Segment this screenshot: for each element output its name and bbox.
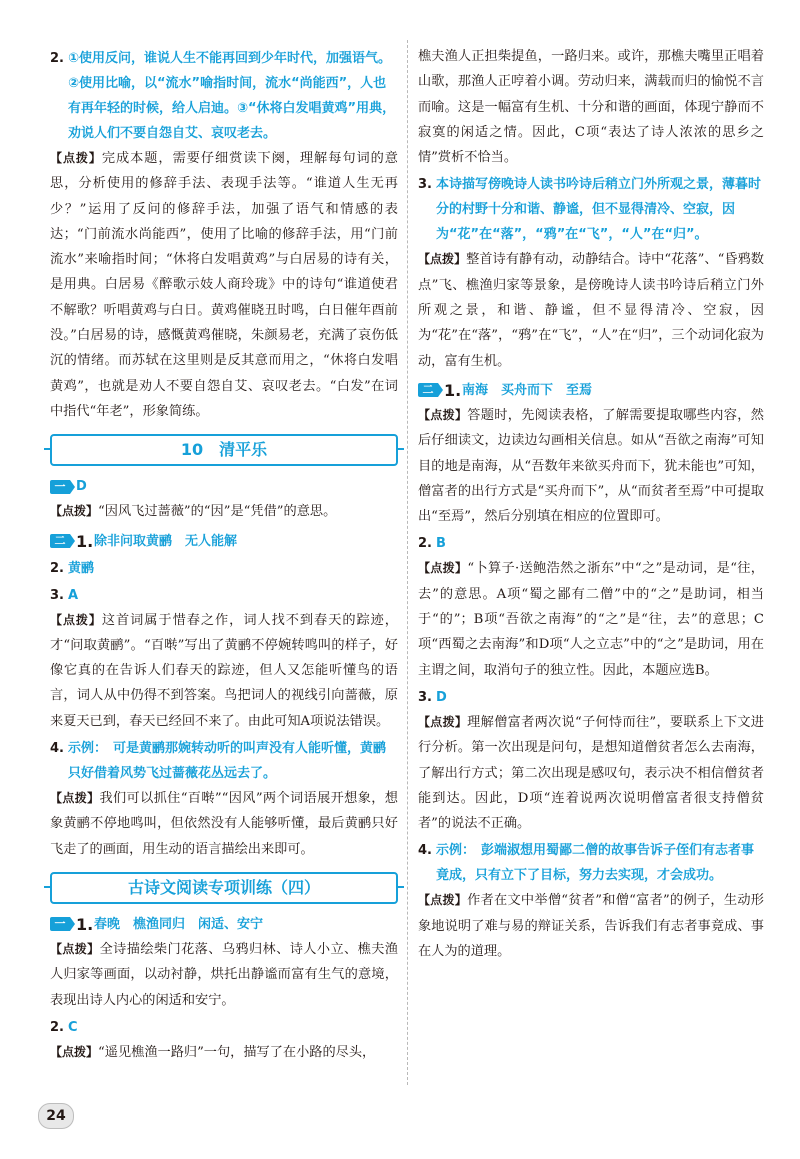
part-badge: 二 <box>418 383 438 397</box>
left-column <box>50 44 398 1065</box>
note-paragraph <box>50 937 398 1013</box>
question-number: 2. <box>50 51 64 66</box>
section-title-10: 10 清平乐 <box>50 434 398 466</box>
page-number: 24 <box>38 1103 74 1129</box>
note-paragraph <box>50 786 398 862</box>
note-tag: 【点拨】 <box>418 561 468 576</box>
note-tag: 【点拨】 <box>418 714 468 729</box>
question-number: 3. <box>50 587 64 603</box>
training-question-2 <box>50 1015 398 1040</box>
question-number: 1. <box>76 531 94 551</box>
part-2 <box>50 529 398 554</box>
answer-text <box>436 838 764 888</box>
question-number: 4. <box>50 741 64 757</box>
section-title-training-4: 古诗文阅读专项训练（四） <box>50 872 398 904</box>
part-badge: 一 <box>50 480 70 494</box>
answer-text: A <box>68 587 79 603</box>
part-1 <box>50 474 398 499</box>
note-tag: 【点拨】 <box>50 504 99 519</box>
question-number: 3. <box>418 177 432 193</box>
note-text: 作者在文中举僧“贫者”和僧“富者”的例子，生动形象地说明了难与易的辩证关系，告诉我们有志者事竟成、事在人为的道理。 <box>418 893 764 960</box>
note-paragraph <box>418 710 764 836</box>
answer-text: C <box>68 1019 78 1035</box>
note-paragraph <box>418 403 764 529</box>
note-text: 答题时，先阅读表格，了解需要提取哪些内容，然后仔细读文，边读边勾画相关信息。如从“吾欲之南海”可知目的地是南海，从“吾数年来欲买舟而下，犹未能也”可知，僧富者的出行方式是“买舟而下”，从“而贫者至焉”中可提取出“至焉”，然后分别填在相应的位置即可。 <box>418 407 764 525</box>
note-tag: 【点拨】 <box>418 407 468 422</box>
note-text: 我们可以抓住“百啭”“因风”两个词语展开想象，想象黄鹂不停地鸣叫，但依然没有人能够听懂，最后黄鹂只好飞走了的画面，用生动的语言描绘出来即可。 <box>50 791 398 857</box>
note-tag: 【点拨】 <box>418 252 467 267</box>
note-tag: 【点拨】 <box>50 941 100 956</box>
note-text: 这首词属于惜春之作，词人找不到春天的踪迹，才“问取黄鹂”。“百啭”写出了黄鹂不停婉转鸣叫的样子，好像它真的在告诉人们春天的踪迹，但人又怎能听懂鸟的语言，词人从中仍得不到答案。鸟把词人的视线引向蔷薇，原来夏天已到，春天已经回不来了。由此可知A项说法错误。 <box>50 612 398 729</box>
question-number: 2. <box>50 560 64 576</box>
question-number: 1. <box>76 914 94 934</box>
question-number: 2. <box>50 1019 64 1035</box>
answer-text: 除非问取黄鹂 无人能解 <box>94 533 238 549</box>
example-label: 示例： <box>68 741 108 757</box>
question-2-4 <box>50 736 398 786</box>
training-question-3 <box>418 172 764 247</box>
note-paragraph <box>50 608 398 734</box>
note-text: “因风飞过蔷薇”的“因”是“凭借”的意思。 <box>98 504 337 520</box>
note-text: “遥见樵渔一路归”一句，描写了在小路的尽头， <box>98 1044 376 1060</box>
right-column <box>418 44 764 964</box>
answer-text: 春晚 樵渔同归 闲适、安宁 <box>94 916 264 932</box>
question-number: 2. <box>418 536 432 552</box>
note-tag: 【点拨】 <box>50 612 102 627</box>
question-number: 3. <box>418 689 432 705</box>
note-text: 整首诗有静有动，动静结合。诗中“花落”、“昏鸦数点”飞、樵渔归家等景象，是傍晚诗人读书吟诗后稍立门外所观之景，和谐、静谧，但不显得清冷、空寂，因为“花”在“落”，“鸦”在“飞”，“人”在“归”，三个动词化寂为动，富有生机。 <box>418 252 764 369</box>
note-tag: 【点拨】 <box>50 791 100 806</box>
question-number: 4. <box>418 843 432 859</box>
column-divider <box>407 40 408 1085</box>
note-tag: 【点拨】 <box>418 893 468 908</box>
note-tag: 【点拨】 <box>50 1044 99 1059</box>
note-text: 全诗描绘柴门花落、乌鸦归林、诗人小立、樵夫渔人归家等画面，以动衬静，烘托出静谧而富有生气的意境，表现出诗人内心的闲适和安宁。 <box>50 941 398 1008</box>
example-text: 可是黄鹂那婉转动听的叫声没有人能听懂，黄鹂只好借着风势飞过蔷薇花丛远去了。 <box>68 741 387 782</box>
answer-text: 本诗描写傍晚诗人读书吟诗后稍立门外所观之景，薄暮时分的村野十分和谐、静谧，但不显得清冷、空寂，因为“花”在“落”，“鸦”在“飞”，“人”在“归”。 <box>436 177 762 243</box>
example-text: 彭端淑想用蜀鄙二僧的故事告诉子侄们有志者事竟成，只有立下了目标，努力去实现，才会成功。 <box>436 843 755 884</box>
example-label: 示例： <box>436 843 476 859</box>
part-badge: 二 <box>50 534 70 548</box>
answer-text <box>68 736 398 786</box>
answer-text: B <box>436 536 446 552</box>
note-paragraph <box>418 888 764 964</box>
question-2 <box>50 46 398 146</box>
note-continued: 樵夫渔人正担柴提鱼，一路归来。或许，那樵夫嘴里正唱着山歌，那渔人正哼着小调。劳动归来，满载而归的愉悦不言而喻。这是一幅富有生机、十分和谐的画面，体现宁静而不寂寞的闲适之情。因此，C项“表达了诗人浓浓的思乡之情”赏析不恰当。 <box>418 49 764 166</box>
training-part-1 <box>50 912 398 937</box>
training-2-question-2 <box>418 531 764 556</box>
note-text: 理解僧富者两次说“子何恃而往”，要联系上下文进行分析。第一次出现是问句，是想知道僧贫者怎么去南海，了解出行方式；第二次出现是感叹句，表示决不相信僧贫者能到达。因此，D项“连着说两次说明僧富者很支持僧贫者”的说法不正确。 <box>418 714 764 832</box>
training-part-2 <box>418 378 764 403</box>
note-paragraph <box>50 146 398 424</box>
note-paragraph <box>418 247 764 373</box>
question-number: 1. <box>444 380 462 400</box>
answer-text: D <box>436 689 447 705</box>
note-text: “卜算子·送鲍浩然之浙东”中“之”是动词，是“往，去”的意思。A项“蜀之鄙有二僧”中的“之”是助词，相当于“的”；B项“吾欲之南海”的“之”是“往，去”的意思；C项“西蜀之去南海”和D项“人之立志”中的“之”是助词，用在主谓之间，取消句子的独立性。因此，本题应选B。 <box>418 561 764 678</box>
answer-text: D <box>76 479 87 495</box>
note-tag: 【点拨】 <box>50 151 102 165</box>
note-text: 完成本题，需要仔细赏读下阕，理解每句词的意思，分析使用的修辞手法、表现手法等。“谁道人生无再少？”运用了反问的修辞手法，加强了语气和情感的表达；“门前流水尚能西”，使用了比喻的修辞手法，用“门前流水”来喻指时间；“休将白发唱黄鸡”与白居易的诗有关，是用典。白居易《醉歌示妓人商玲珑》中的诗句“谁道使君不解歌？听唱黄鸡与白日。黄鸡催晓丑时鸣，白日催年酉前没。”白居易的诗，感慨黄鸡催晓，朱颜易老，充满了哀伤低沉的情绪。而苏轼在这里则是反其意而用之，“休将白发唱黄鸡”，也就是劝人不要自怨自艾、哀叹老去。“白发”在词中指代“年老”，形象简练。 <box>50 151 398 419</box>
answer-text: 南海 买舟而下 至焉 <box>462 382 593 398</box>
question-2-2 <box>50 556 398 581</box>
answer-text: 黄鹂 <box>68 560 95 576</box>
question-2-3 <box>50 583 398 608</box>
part-badge: 一 <box>50 917 70 931</box>
training-2-question-4 <box>418 838 764 888</box>
answer-text: ①使用反问，谁说人生不能再回到少年时代，加强语气。②使用比喻，以“流水”喻指时间，流水“尚能西”，人也有再年轻的时候，给人启迪。③“休将白发唱黄鸡”用典，劝说人们不要自怨自艾、哀叹老去。 <box>68 51 396 141</box>
note-paragraph <box>418 556 764 682</box>
training-2-question-3 <box>418 685 764 710</box>
note-paragraph <box>50 1040 398 1065</box>
note-paragraph <box>50 499 398 524</box>
